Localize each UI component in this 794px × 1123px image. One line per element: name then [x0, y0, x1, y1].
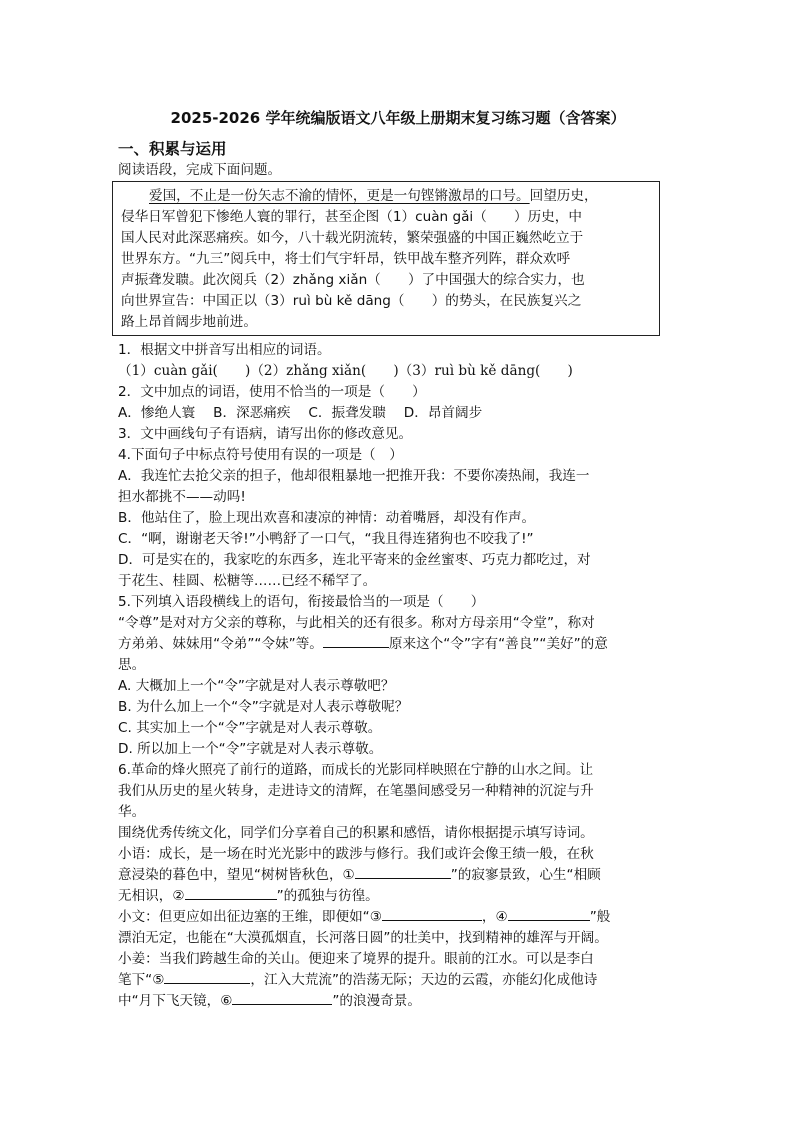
- reading-passage-box: [112, 181, 660, 336]
- passage-line: 爱国，不止是一份矢志不渝的情怀，更是一句铿锵激昂的口号。回望历史，: [149, 188, 598, 204]
- fill-blank[interactable]: [232, 991, 332, 1005]
- question-6-text: 华。: [118, 804, 146, 820]
- question-6-text: 中“月下飞天镜，⑥ ”的浪漫奇景。: [118, 993, 421, 1009]
- question-6-text: 围绕优秀传统文化，同学们分享着自己的积累和感悟，请你根据提示填写诗词。: [118, 825, 594, 841]
- question-1: 1．根据文中拼音写出相应的词语。: [118, 342, 331, 358]
- question-5-option-d: D. 所以加上一个“令”字就是对人表示尊敬。: [118, 741, 383, 757]
- question-6: 6.革命的烽火照亮了前行的道路，而成长的光影同样映照在宁静的山水之间。让: [118, 762, 594, 778]
- question-5-passage: “令尊”是对对方父亲的尊称，与此相关的还有很多。称对方母亲用“令堂”，称对: [118, 615, 595, 631]
- document-title: 2025-2026 学年统编版语文八年级上册期末复习练习题（含答案）: [170, 109, 626, 127]
- question-6-text: 我们从历史的星火转身，走进诗文的清辉，在笔墨间感受另一种精神的沉淀与升: [118, 783, 594, 799]
- document-page: [118, 100, 678, 1012]
- question-5-passage: 思。: [118, 657, 146, 673]
- passage-line: 向世界宣告：中国正以（3）ruì bù kě dāng（ ）的势头，在民族复兴之: [121, 293, 582, 309]
- question-6-text: 无相识，② ”的孤独与彷徨。: [118, 888, 379, 904]
- question-4-option-a: A．我连忙去抢父亲的担子，他却很粗暴地一把推开我：不要你凑热闹，我连一: [118, 468, 590, 484]
- fill-blank[interactable]: [323, 634, 389, 648]
- question-4: 4.下面句子中标点符号使用有误的一项是（ ）: [118, 447, 403, 463]
- section-heading: 一、积累与运用: [118, 140, 227, 158]
- passage-line: 国人民对此深恶痛疾。如今，八十载光阴流转，繁荣强盛的中国正巍然屹立于: [121, 230, 584, 246]
- question-6-text: 笔下“⑤ ，江入大荒流”的浩荡无际；天边的云霞，亦能幻化成他诗: [118, 972, 598, 988]
- question-6-text: 漂泊无定，也能在“大漠孤烟直，长河落日圆”的壮美中，找到精神的雄浑与开阔。: [118, 930, 608, 946]
- fill-blank[interactable]: [508, 907, 590, 921]
- question-4-option-d-cont: 于花生、桂圆、松糖等……已经不稀罕了。: [118, 573, 377, 589]
- fill-blank[interactable]: [355, 865, 451, 879]
- question-5-passage: 方弟弟、妹妹用“令弟”“令妹”等。 原来这个“令”字有“善良”“美好”的意: [118, 636, 608, 652]
- question-4-option-b: B．他站住了，脸上现出欢喜和凄凉的神情：动着嘴唇，却没有作声。: [118, 510, 536, 526]
- passage-line: 世界东方。“九三”阅兵中，将士们气宇轩昂，铁甲战车整齐列阵，群众欢呼: [121, 251, 571, 267]
- question-6-text: 意浸染的暮色中，望见“树树皆秋色，① ”的寂寥景致，心生“相顾: [118, 867, 601, 883]
- question-2: 2．文中加点的词语，使用不恰当的一项是（ ）: [118, 384, 426, 400]
- instruction-text: 阅读语段，完成下面问题。: [118, 162, 282, 178]
- question-6-text: 小姜：当我们跨越生命的关山。便迎来了境界的提升。眼前的江水。可以是李白: [118, 951, 594, 967]
- question-2-options: A．惨绝人寰 B．深恶痛疾 C．振聋发聩 D．昂首阔步: [118, 405, 483, 421]
- question-4-option-c: C．“啊，谢谢老天爷!”小鸭舒了一口气，“我且得连猪狗也不咬我了!”: [118, 531, 534, 547]
- question-5: 5.下列填入语段横线上的语句，衔接最恰当的一项是（ ）: [118, 594, 485, 610]
- question-6-text: 小语：成长，是一场在时光光影中的跋涉与修行。我们或许会像王绩一般，在秋: [118, 846, 594, 862]
- question-6-text: 小文：但更应如出征边塞的王维，即便如“③ ，④ ”般: [118, 909, 611, 925]
- question-5-option-b: B. 为什么加上一个“令”字就是对人表示尊敬呢？: [118, 699, 409, 715]
- question-5-option-c: C. 其实加上一个“令”字就是对人表示尊敬。: [118, 720, 382, 736]
- passage-line: 路上昂首阔步地前进。: [121, 314, 257, 330]
- question-3: 3．文中画线句子有语病，请写出你的修改意见。: [118, 426, 413, 442]
- question-5-option-a: A. 大概加上一个“令”字就是对人表示尊敬吧？: [118, 678, 395, 694]
- question-4-option-d: D．可是实在的，我家吃的东西多，连北平寄来的金丝蜜枣、巧克力都吃过，对: [118, 552, 591, 568]
- question-1-blanks: （1）cuàn gǎi( )（2）zhǎng xiǎn( )（3）ruì bù kě dāng( ): [118, 363, 573, 379]
- question-4-option-a-cont: 担水都挑不——动吗!: [118, 489, 246, 505]
- fill-blank[interactable]: [382, 907, 482, 921]
- passage-line: 侵华日军曾犯下惨绝人寰的罪行，甚至企图（1）cuàn gǎi（ ）历史，中: [121, 209, 582, 225]
- fill-blank[interactable]: [164, 970, 250, 984]
- underlined-sentence: 爱国，不止是一份矢志不渝的情怀，更是一句铿锵激昂的口号。: [149, 188, 530, 204]
- fill-blank[interactable]: [185, 886, 277, 900]
- passage-line: 声振聋发聩。此次阅兵（2）zhǎng xiǎn（ ）了中国强大的综合实力，也: [121, 272, 585, 288]
